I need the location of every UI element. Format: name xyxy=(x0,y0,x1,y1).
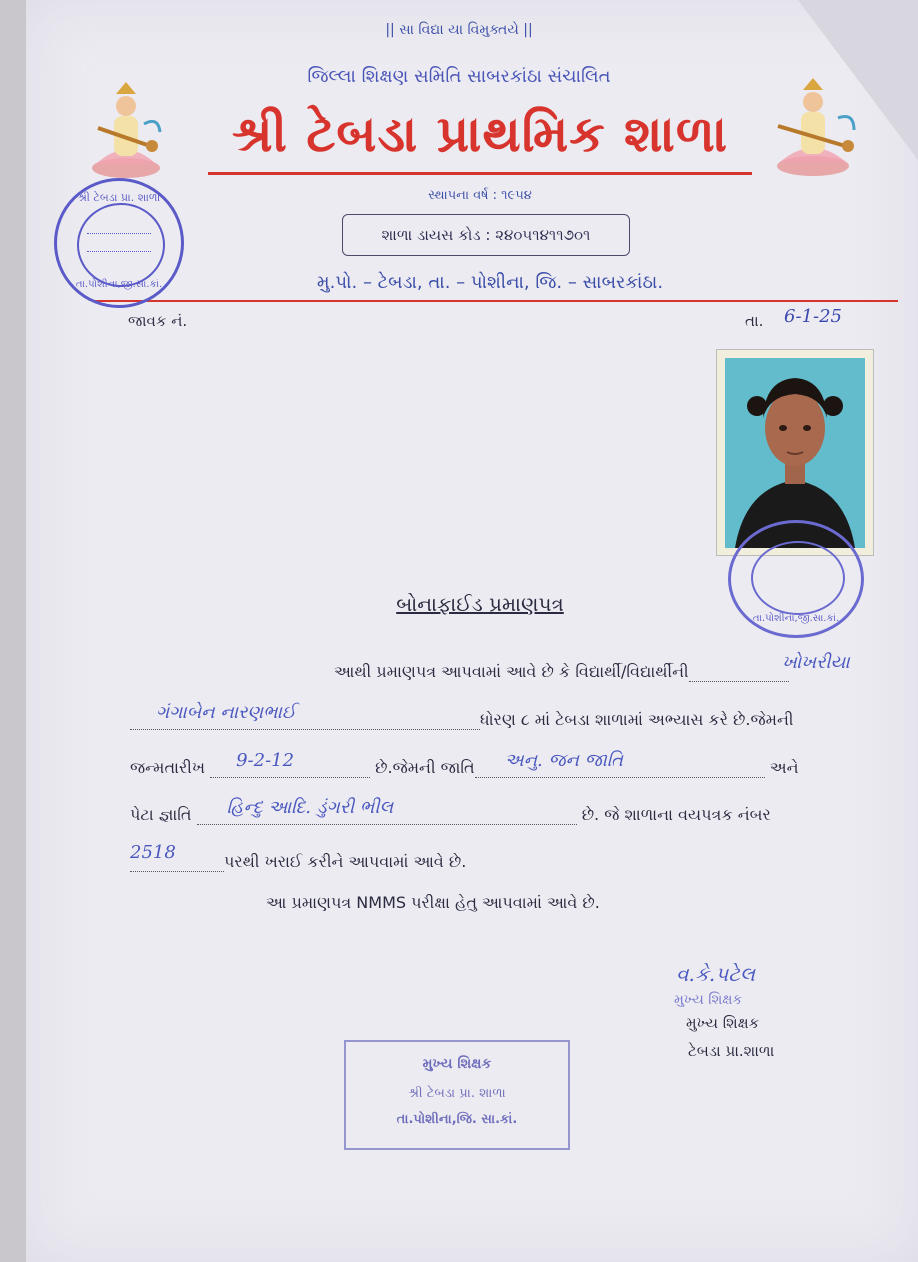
subcaste-label: પેટા જ્ઞાતિ xyxy=(130,805,192,824)
date-label: તા. xyxy=(745,312,764,330)
body-line-3 xyxy=(130,750,799,778)
school-address: મુ.પો. – ટેબડા, તા. – પોશીના, જિ. – સાબરકાંઠા. xyxy=(316,272,664,293)
student-name-value: ગંગાબેન નારણભાઈ xyxy=(156,702,296,723)
motto: || સા વિદ્યા યા વિમુક્તયે || xyxy=(385,22,533,38)
class-text: ધોરણ ૮ માં ટેબડા શાળામાં અભ્યાસ કરે છે.જેમની xyxy=(480,710,794,729)
certificate-title: બોનાફાઈડ પ્રમાણપત્ર xyxy=(396,592,564,616)
dise-code-box: શાળા ડાયસ કોડ : ૨૪૦૫૧૪૧૧૭૦૧ xyxy=(342,214,630,256)
surname-value: ખોખરીયા xyxy=(782,652,850,673)
title-underline xyxy=(208,172,752,175)
rect-stamp-line1: મુખ્ય શિક્ષક xyxy=(422,1056,492,1072)
signatory-school: ટેબડા પ્રા.શાળા xyxy=(688,1042,775,1060)
dob-label: જન્મતારીખ xyxy=(130,758,205,777)
body-line-2 xyxy=(130,702,794,730)
photo-stamp xyxy=(728,520,864,638)
header-divider xyxy=(92,300,898,302)
verified-text: પરથી ખરાઈ કરીને આપવામાં આવે છે. xyxy=(224,852,467,871)
signatory-role: મુખ્ય શિક્ષક xyxy=(686,1014,760,1032)
school-name: શ્રી ટેબડા પ્રાથમિક શાળા xyxy=(231,105,729,163)
rect-stamp xyxy=(344,1040,570,1150)
purpose-line: આ પ્રમાણપત્ર NMMS પરીક્ષા હેતુ આપવામાં આવે છે. xyxy=(266,893,600,912)
rect-stamp-line2: શ્રી ટેબડા પ્રા. શાળા xyxy=(408,1086,506,1101)
photo-stamp-text: તા.પોશીના,જી.સા.કાં. xyxy=(752,613,840,624)
body-line-4 xyxy=(130,797,771,825)
school-round-stamp xyxy=(54,178,184,308)
managing-body: જિલ્લા શિક્ષણ સમિતિ સાબરકાંઠા સંચાલિત xyxy=(307,66,611,87)
caste-value: અનુ. જન જાતિ xyxy=(504,750,623,771)
intro-text: આથી પ્રમાણપત્ર આપવામાં આવે છે કે વિદ્યાર્થી/વિદ્યાર્થીની xyxy=(334,662,689,681)
date-value: 6-1-25 xyxy=(784,306,842,327)
signature-stamp-role: મુખ્ય શિક્ષક xyxy=(674,992,743,1008)
body-line-1 xyxy=(334,662,789,682)
register-value: 2518 xyxy=(130,842,176,863)
signature: વ.કે.પટેલ xyxy=(676,962,756,986)
rect-stamp-line3: તા.પોશીના,જિ. સા.કાં. xyxy=(396,1112,518,1127)
body-line-5 xyxy=(130,842,467,872)
caste-label: છે.જેમની જાતિ xyxy=(375,758,475,777)
stamp-top-text: શ્રી ટેબડા પ્રા. શાળા xyxy=(77,191,161,204)
stamp-bottom-text: તા.પોશીના,જી.સા.કાં. xyxy=(75,279,163,290)
subcaste-value: હિન્દુ આદિ. ડુંગરી ભીલ xyxy=(226,797,394,818)
javak-label: જાવક નં. xyxy=(128,312,188,330)
and-text: અને xyxy=(769,758,799,777)
register-text: છે. જે શાળાના વયપત્રક નંબર xyxy=(581,805,771,824)
established-year: સ્થાપના વર્ષ : ૧૯૫૪ xyxy=(428,188,532,203)
dob-value: 9-2-12 xyxy=(236,750,295,771)
